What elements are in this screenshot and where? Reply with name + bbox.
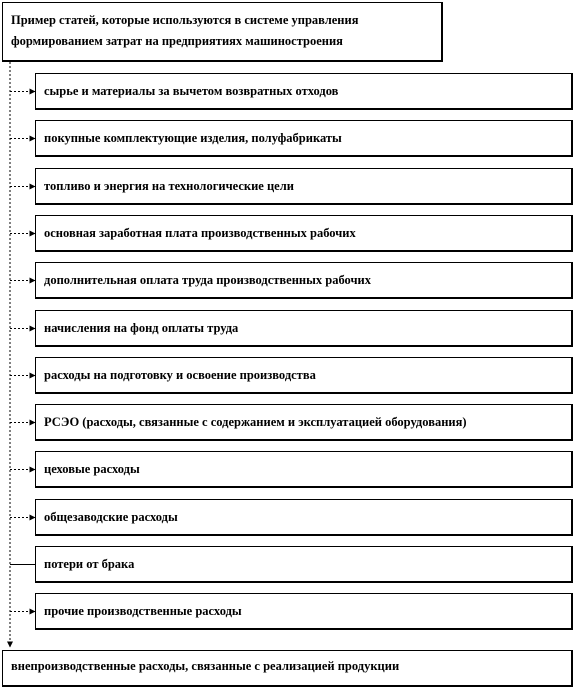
cost-item-box: дополнительная оплата труда производственных рабочих <box>35 262 573 299</box>
cost-item-box: расходы на подготовку и освоение производства <box>35 357 573 394</box>
cost-item-box: потери от брака <box>35 546 573 583</box>
diagram-title-box: Пример статей, которые используются в системе управления формированием затрат на предприятиях машиностроения <box>2 2 443 62</box>
cost-item-box: основная заработная плата производственных рабочих <box>35 215 573 252</box>
cost-item-box: сырье и материалы за вычетом возвратных отходов <box>35 73 573 110</box>
cost-item-box: цеховые расходы <box>35 451 573 488</box>
cost-item-box: общезаводские расходы <box>35 499 573 536</box>
cost-item-box: РСЭО (расходы, связанные с содержанием и эксплуатацией оборудования) <box>35 404 573 441</box>
cost-item-box: топливо и энергия на технологические цели <box>35 168 573 205</box>
cost-item-box: начисления на фонд оплаты труда <box>35 310 573 347</box>
cost-item-box: прочие производственные расходы <box>35 593 573 630</box>
non-production-costs-box: внепроизводственные расходы, связанные с реализацией продукции <box>2 650 573 687</box>
cost-item-box: покупные комплектующие изделия, полуфабрикаты <box>35 120 573 157</box>
